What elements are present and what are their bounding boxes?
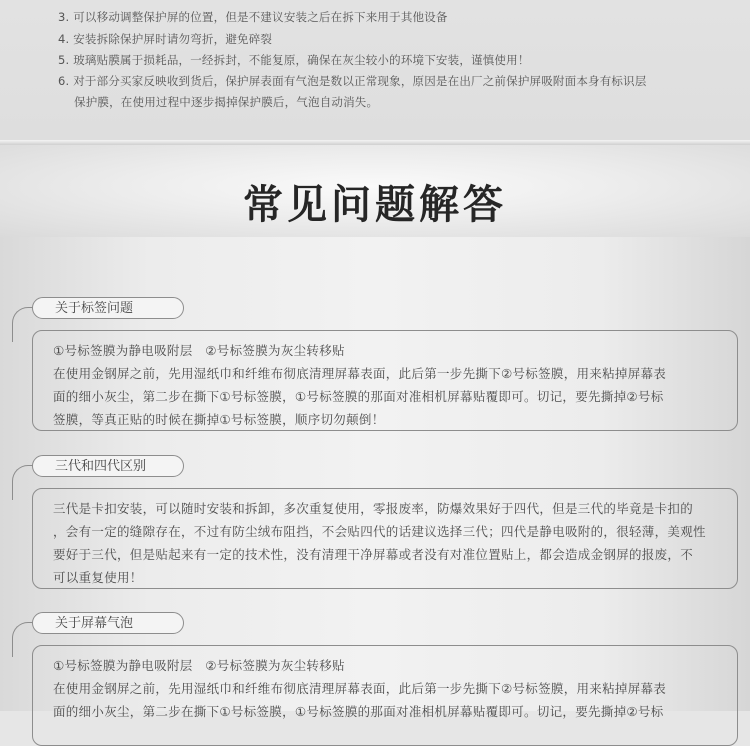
section-tag: 关于标签问题 <box>32 297 184 319</box>
body-line: 在使用金钢屏之前，先用湿纸巾和纤维布彻底清理屏幕表面，此后第一步先撕下②号标签膜，用来粘掉屏幕表 <box>53 366 667 381</box>
banner-title: 常见问题解答 <box>243 182 507 228</box>
body-line: 可以重复使用！ <box>53 570 143 585</box>
note-line: 4. 安装拆除保护屏时请勿弯折，避免碎裂 <box>58 32 273 46</box>
faq-content <box>0 237 750 719</box>
body-line: 要好于三代，但是贴起来有一定的技术性，没有清理干净屏幕或者没有对准位置贴上，都会造成金钢屏的报废，不 <box>53 547 694 562</box>
section-body <box>32 488 738 589</box>
body-line: ①号标签膜为静电吸附层 ②号标签膜为灰尘转移贴 <box>53 658 345 673</box>
body-line: 面的细小灰尘，第二步在撕下①号标签膜，①号标签膜的那面对准相机屏幕贴覆即可。切记，要先撕掉②号标 <box>53 389 664 404</box>
note-line: 3. 可以移动调整保护屏的位置，但是不建议安装之后在拆下来用于其他设备 <box>58 10 448 24</box>
body-line: 面的细小灰尘，第二步在撕下①号标签膜，①号标签膜的那面对准相机屏幕贴覆即可。切记，要先撕掉②号标 <box>53 704 664 719</box>
note-line: 5. 玻璃贴膜属于损耗品，一经拆封，不能复原，确保在灰尘较小的环境下安装，谨慎使用！ <box>58 53 530 67</box>
body-line: ，会有一定的缝隙存在，不过有防尘绒布阻挡，不会贴四代的话建议选择三代；四代是静电吸附的，很轻薄，美观性 <box>53 524 706 539</box>
body-line: 三代是卡扣安装，可以随时安装和拆卸，多次重复使用，零报废率，防爆效果好于四代，但是三代的毕竟是卡扣的 <box>53 501 694 516</box>
body-line: 签膜，等真正贴的时候在撕掉①号标签膜，顺序切勿颠倒！ <box>53 412 385 427</box>
note-line: 6. 对于部分买家反映收到货后，保护屏表面有气泡是数以正常现象，原因是在出厂之前保护屏吸附面本身有标识层 <box>58 74 647 88</box>
faq-banner <box>0 145 750 237</box>
note-line: 保护膜，在使用过程中逐步揭掉保护膜后，气泡自动消失。 <box>74 95 379 109</box>
section-body <box>32 645 738 746</box>
body-line: ①号标签膜为静电吸附层 ②号标签膜为灰尘转移贴 <box>53 343 345 358</box>
section-tag: 三代和四代区别 <box>32 455 184 477</box>
body-line: 在使用金钢屏之前，先用湿纸巾和纤维布彻底清理屏幕表面，此后第一步先撕下②号标签膜，用来粘掉屏幕表 <box>53 681 667 696</box>
section-tag: 关于屏幕气泡 <box>32 612 184 634</box>
section-body <box>32 330 738 431</box>
installation-notes <box>0 0 750 140</box>
